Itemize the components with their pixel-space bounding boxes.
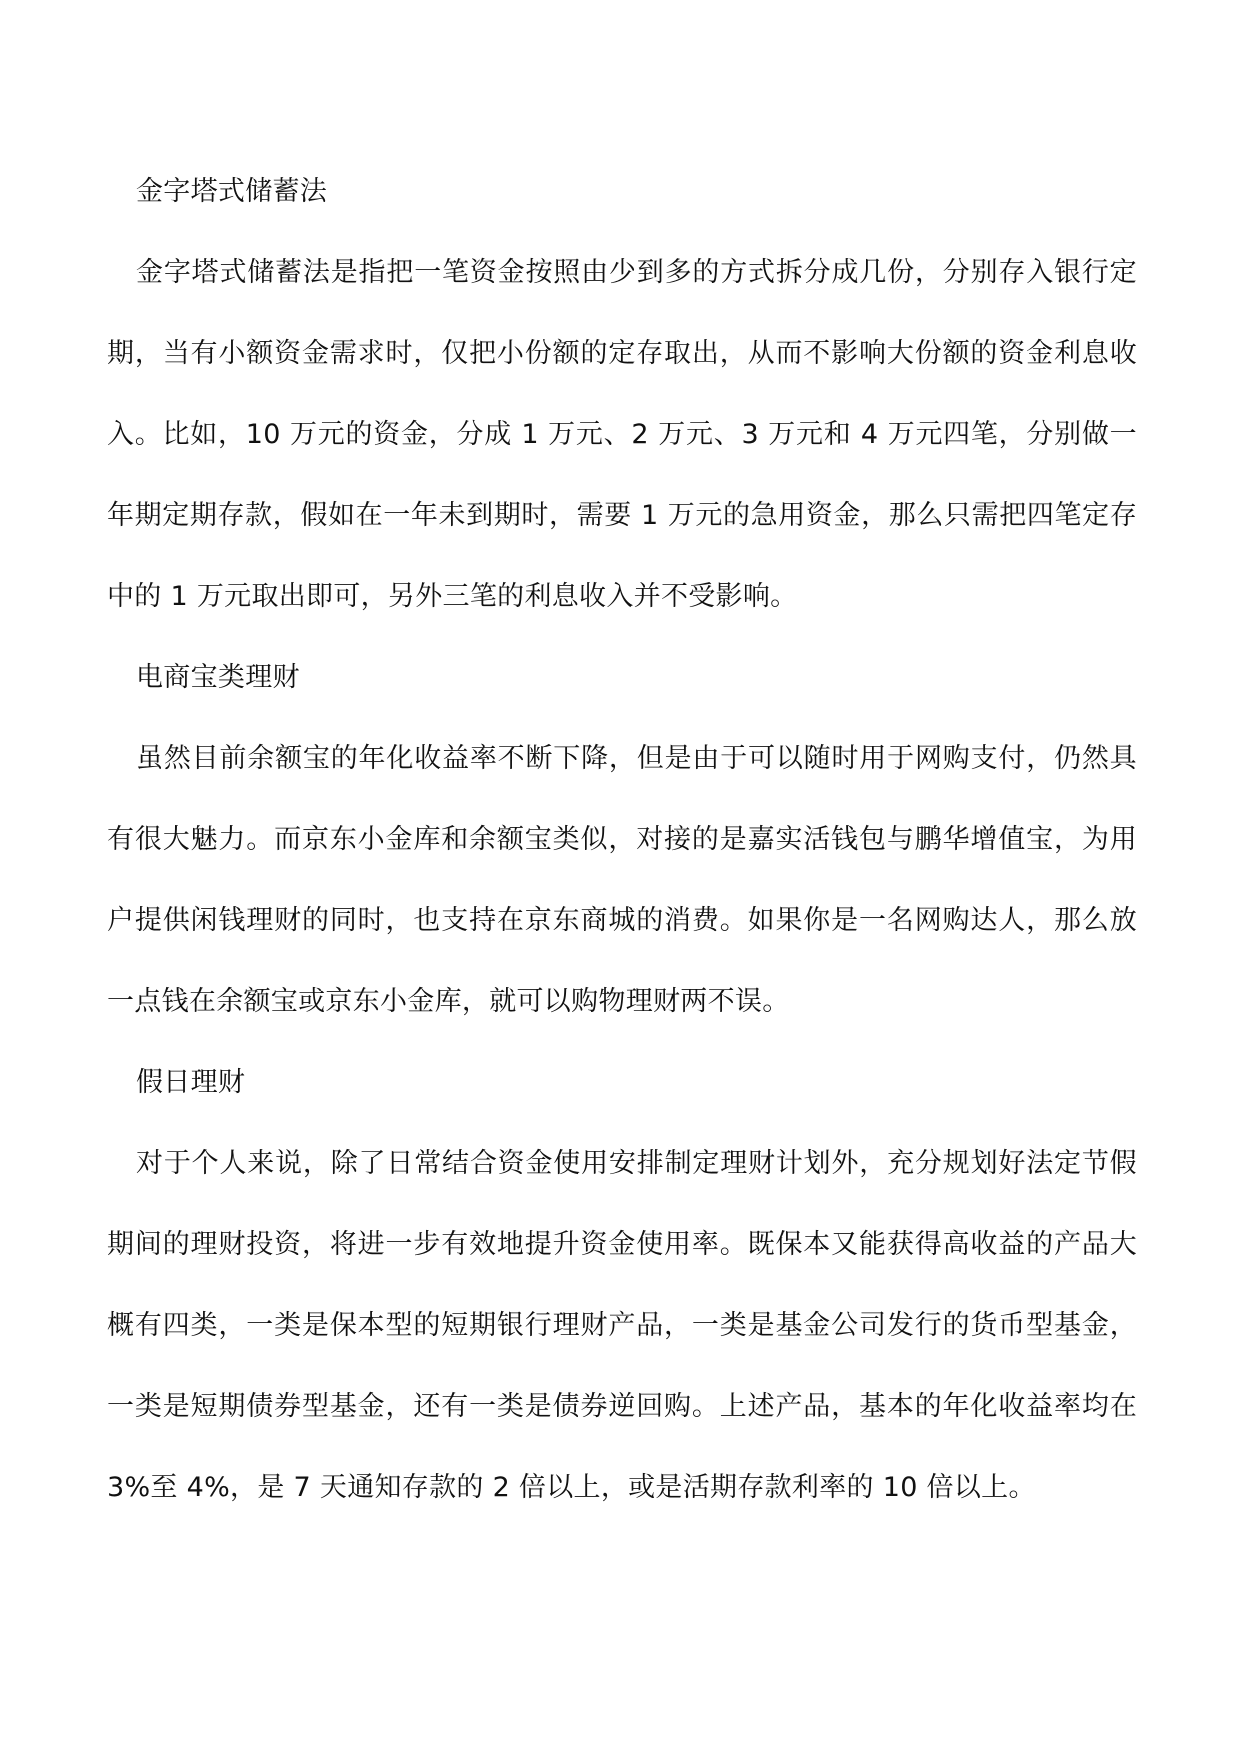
section-paragraph-pyramid-savings: 金字塔式储蓄法是指把一笔资金按照由少到多的方式拆分成几份，分别存入银行定期，当有小额资金需求时，仅把小份额的定存取出，从而不影响大份额的资金利息收入。比如，10 万元的资金，分成 1 万元、2 万元、3 万元和 4 万元四笔，分别做一年期定期存款，假如在一年未到期时，需要 1 万元的急用资金，那么只需把四笔定存中的 1 万元取出即可，另外三笔的利息收入并不受影响。 — [107, 257, 1137, 612]
section-paragraph-ecommerce-wealth: 虽然目前余额宝的年化收益率不断下降，但是由于可以随时用于网购支付，仍然具有很大魅力。而京东小金库和余额宝类似，对接的是嘉实活钱包与鹏华增值宝，为用户提供闲钱理财的同时，也支持在京东商城的消费。如果你是一名网购达人，那么放一点钱在余额宝或京东小金库，就可以购物理财两不误。 — [107, 743, 1137, 1017]
document-body — [107, 151, 1137, 1528]
section-heading-ecommerce-wealth: 电商宝类理财 — [136, 662, 300, 693]
section-heading-pyramid-savings: 金字塔式储蓄法 — [136, 176, 328, 207]
section-paragraph-holiday-wealth: 对于个人来说，除了日常结合资金使用安排制定理财计划外，充分规划好法定节假期间的理财投资，将进一步有效地提升资金使用率。既保本又能获得高收益的产品大概有四类，一类是保本型的短期银行理财产品，一类是基金公司发行的货币型基金，一类是短期债券型基金，还有一类是债券逆回购。上述产品，基本的年化收益率均在 3%至 4%，是 7 天通知存款的 2 倍以上，或是活期存款利率的 10 倍以上。 — [107, 1148, 1137, 1503]
section-heading-holiday-wealth: 假日理财 — [136, 1067, 246, 1098]
